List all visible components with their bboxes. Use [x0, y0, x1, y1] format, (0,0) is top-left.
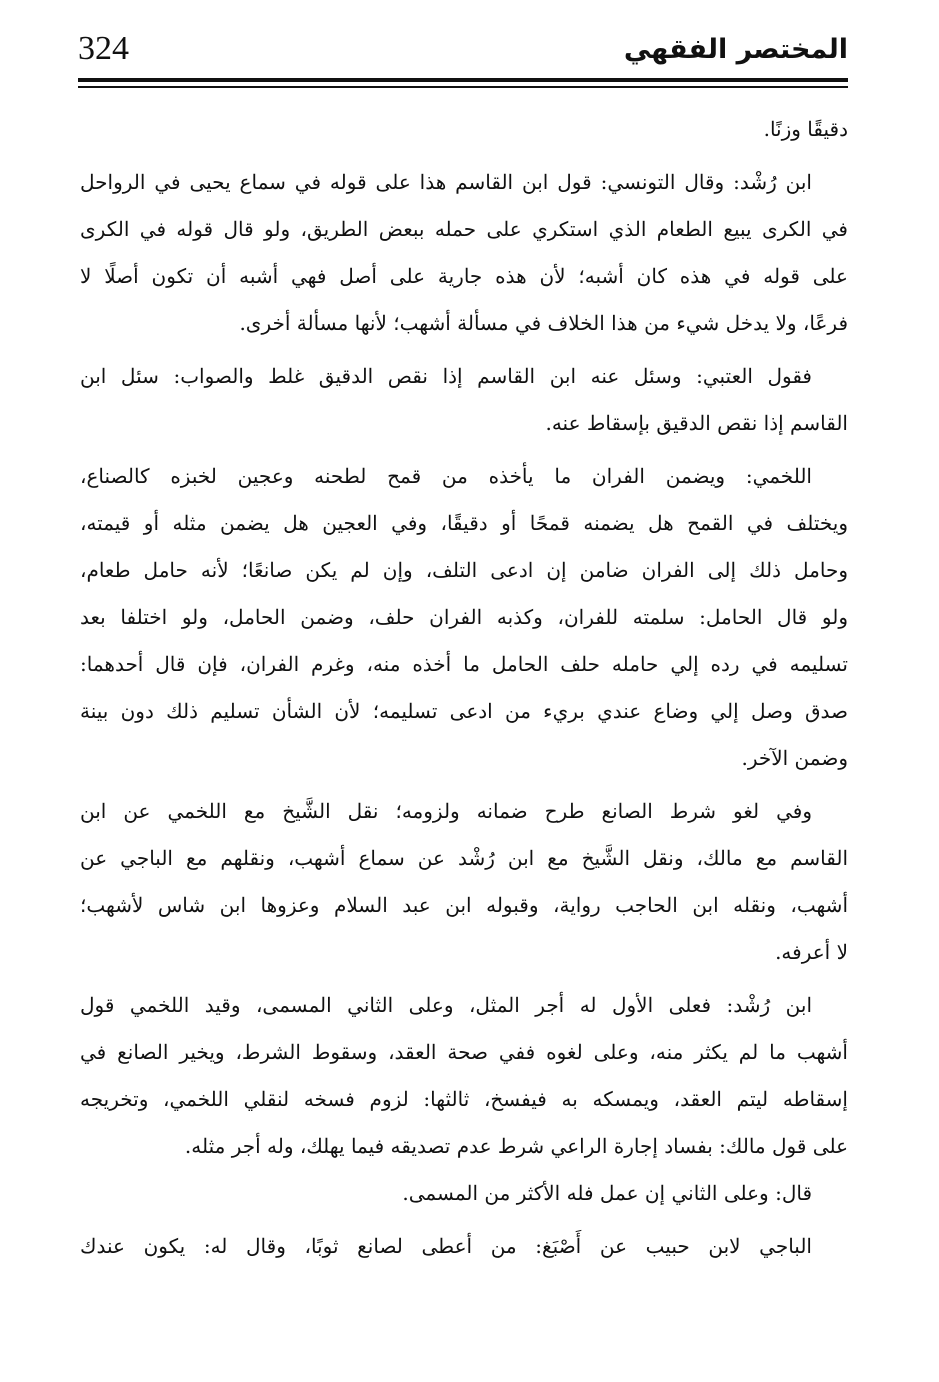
text-line: أشهب، ونقله ابن الحاجب رواية، وقبوله ابن عبد السلام وعزوها ابن شاس لأشهب؛ — [80, 893, 848, 917]
text-line: القاسم إذا نقص الدقيق بإسقاط عنه. — [545, 411, 848, 435]
text-line: دقيقًا وزنًا. — [763, 117, 848, 141]
text-line: صدق وصل إلي وضاع عندي بريء من ادعى تسليمه؛ لأن الشأن تسليم ذلك دون بينة — [80, 699, 848, 723]
text-line: أشهب ما لم يكثر منه، وعلى لغوه ففي صحة العقد، وسقوط الشرط، ويخير الصانع في — [80, 1040, 848, 1064]
text-line: إسقاطه ليتم العقد، ويمسكه به فيفسخ، ثالثها: لزوم فسخه لنقلي اللخمي، وتخريجه — [80, 1087, 848, 1111]
paragraph — [80, 788, 848, 976]
text-line: في الكرى يبيع الطعام الذي استكري على حمله ببعض الطريق، ولو قال قوله في الكرى — [80, 217, 848, 241]
paragraph — [80, 982, 848, 1170]
text-line: ولو قال الحامل: سلمته للفران، وكذبه الفران حلف، وضمن الحامل، ولو اختلفا بعد — [80, 605, 848, 629]
page-body — [80, 106, 848, 1270]
text-line: اللخمي: ويضمن الفران ما يأخذه من قمح لطحنه وعجين لخبزه كالصناع، — [80, 464, 812, 488]
paragraph — [80, 453, 848, 782]
header-rule-thick — [78, 78, 848, 82]
text-line: ويختلف في القمح هل يضمنه قمحًا أو دقيقًا، وفي العجين هل يضمن مثله أو قيمته، — [80, 511, 848, 535]
text-line: الباجي لابن حبيب عن أَصْبَغ: من أعطى لصانع ثوبًا، وقال له: يكون عندك — [80, 1234, 812, 1258]
header-rule-thin — [78, 86, 848, 88]
text-line: وضمن الآخر. — [741, 746, 848, 770]
page-number: 324 — [78, 30, 129, 67]
paragraph — [80, 1223, 848, 1270]
page-header — [78, 28, 848, 80]
text-line: على قول مالك: بفساد إجارة الراعي شرط عدم تصديقه فيما يهلك، وله أجر مثله. — [184, 1134, 848, 1158]
paragraph — [80, 106, 848, 153]
paragraph — [80, 353, 848, 447]
text-line: ابن رُشْد: وقال التونسي: قول ابن القاسم هذا على قوله في سماع يحيى في الرواحل — [80, 170, 812, 194]
book-title: المختصر الفقهي — [623, 34, 848, 65]
text-line: تسليمه في رده إلي حامله حلف الحامل ما أخذه منه، وغرم الفران، فإن قال أحدهما: — [80, 652, 848, 676]
text-line: فقول العتبي: وسئل عنه ابن القاسم إذا نقص الدقيق غلط والصواب: سئل ابن — [80, 364, 812, 388]
text-line: وفي لغو شرط الصانع طرح ضمانه ولزومه؛ نقل الشَّيخ مع اللخمي عن ابن — [80, 799, 812, 823]
text-line: القاسم مع مالك، ونقل الشَّيخ مع ابن رُشْد عن سماع أشهب، ونقلهم مع الباجي عن — [80, 846, 848, 870]
text-line: قال: وعلى الثاني إن عمل فله الأكثر من المسمى. — [402, 1181, 812, 1205]
text-line: ابن رُشْد: فعلى الأول له أجر المثل، وعلى الثاني المسمى، وقيد اللخمي قول — [80, 993, 812, 1017]
text-line: وحامل ذلك إلى الفران ضامن إن ادعى التلف، وإن لم يكن صانعًا؛ لأنه حامل طعام، — [80, 558, 848, 582]
paragraph — [80, 159, 848, 347]
text-line: لا أعرفه. — [775, 940, 848, 964]
text-line: على قوله في هذه كان أشبه؛ لأن هذه جارية على أصل فهي أشبه أن تكون أصلًا لا — [80, 264, 848, 288]
paragraph — [80, 1170, 848, 1217]
text-line: فرعًا، ولا يدخل شيء من هذا الخلاف في مسألة أشهب؛ لأنها مسألة أخرى. — [239, 311, 848, 335]
